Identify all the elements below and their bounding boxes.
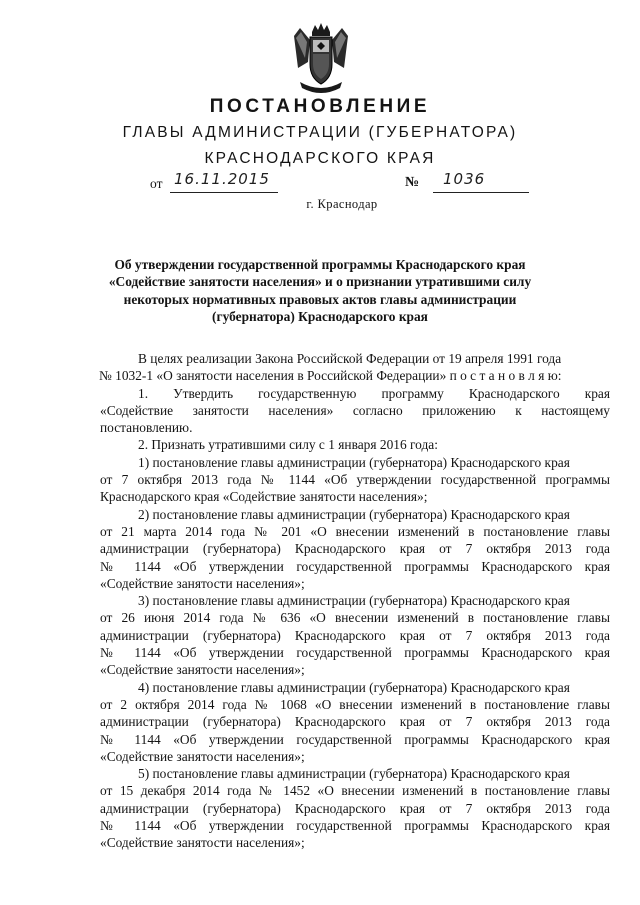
body-line: администрации (губернатора) Краснодарского края от 7 октября 2013 года xyxy=(100,800,610,816)
body-line: № 1032-1 «О занятости населения в Российской Федерации» п о с т а н о в л я ю: xyxy=(99,368,562,384)
body-line: 3) постановление главы администрации (губернатора) Краснодарского края xyxy=(138,593,570,609)
body-line: администрации (губернатора) Краснодарского края от 7 октября 2013 года xyxy=(100,714,610,730)
body-line: 1) постановление главы администрации (губернатора) Краснодарского края xyxy=(138,454,570,470)
document-body xyxy=(100,350,610,852)
body-line: «Содействие занятости населения»; xyxy=(100,835,305,851)
body-line: 5) постановление главы администрации (губернатора) Краснодарского края xyxy=(138,766,570,782)
city-name: г. Краснодар xyxy=(306,197,378,211)
date-label: от xyxy=(150,176,163,191)
issuer-heading: ГЛАВЫ АДМИНИСТРАЦИИ (ГУБЕРНАТОРА) xyxy=(122,124,518,141)
body-line: 1. Утвердить государственную программу Краснодарского края xyxy=(138,385,610,401)
document-title xyxy=(60,256,580,326)
body-line: от 2 октября 2014 года № 1068 «О внесении изменений в постановление главы xyxy=(100,696,610,712)
body-line: от 26 июня 2014 года № 636 «О внесении изменений в постановление главы xyxy=(100,610,610,626)
handwritten-date: 16.11.2015 xyxy=(174,170,270,188)
body-line: Краснодарского края «Содействие занятости населения»; xyxy=(100,489,428,505)
title-line: «Содействие занятости населения» и о признании утратившими силу xyxy=(108,274,532,290)
date-number-line xyxy=(0,172,640,198)
body-line: от 15 декабря 2014 года № 1452 «О внесении изменений в постановление главы xyxy=(100,783,610,799)
body-line: № 1144 «Об утверждении государственной программы Краснодарского края xyxy=(100,558,610,574)
body-line: «Содействие занятости населения»; xyxy=(100,662,305,678)
body-line: постановлению. xyxy=(100,420,193,436)
body-line: 4) постановление главы администрации (губернатора) Краснодарского края xyxy=(138,679,570,695)
body-line: № 1144 «Об утверждении государственной программы Краснодарского края xyxy=(100,818,610,834)
krasnodar-coat-of-arms-icon xyxy=(290,22,352,96)
body-line: «Содействие занятости населения» согласно приложению к настоящему xyxy=(100,402,610,418)
body-line: от 21 марта 2014 года № 201 «О внесении изменений в постановление главы xyxy=(100,523,610,539)
body-line: № 1144 «Об утверждении государственной программы Краснодарского края xyxy=(100,731,610,747)
body-line: В целях реализации Закона Российской Федерации от 19 апреля 1991 года xyxy=(138,351,562,366)
date-field xyxy=(170,172,278,193)
title-line: Об утверждении государственной программы Краснодарского края xyxy=(114,257,526,272)
handwritten-number: 1036 xyxy=(443,170,486,188)
body-line: администрации (губернатора) Краснодарского края от 7 октября 2013 года xyxy=(100,541,610,557)
body-line: «Содействие занятости населения»; xyxy=(100,748,305,764)
document-type-heading: ПОСТАНОВЛЕНИЕ xyxy=(209,96,431,117)
body-line: № 1144 «Об утверждении государственной программы Краснодарского края xyxy=(100,645,610,661)
body-line: «Содействие занятости населения»; xyxy=(100,575,305,591)
city-line xyxy=(0,197,640,212)
body-line: от 7 октября 2013 года № 1144 «Об утверждении государственной программы xyxy=(100,472,610,488)
region-heading: КРАСНОДАРСКОГО КРАЯ xyxy=(204,150,436,167)
body-line: 2) постановление главы администрации (губернатора) Краснодарского края xyxy=(138,506,570,522)
number-label: № xyxy=(405,175,420,190)
title-line: некоторых нормативных правовых актов главы администрации xyxy=(123,291,517,307)
number-field xyxy=(433,172,529,193)
title-line: (губернатора) Краснодарского края xyxy=(212,309,428,325)
body-line: администрации (губернатора) Краснодарского края от 7 октября 2013 года xyxy=(100,627,610,643)
body-line: 2. Признать утратившими силу с 1 января 2016 года: xyxy=(138,437,438,453)
